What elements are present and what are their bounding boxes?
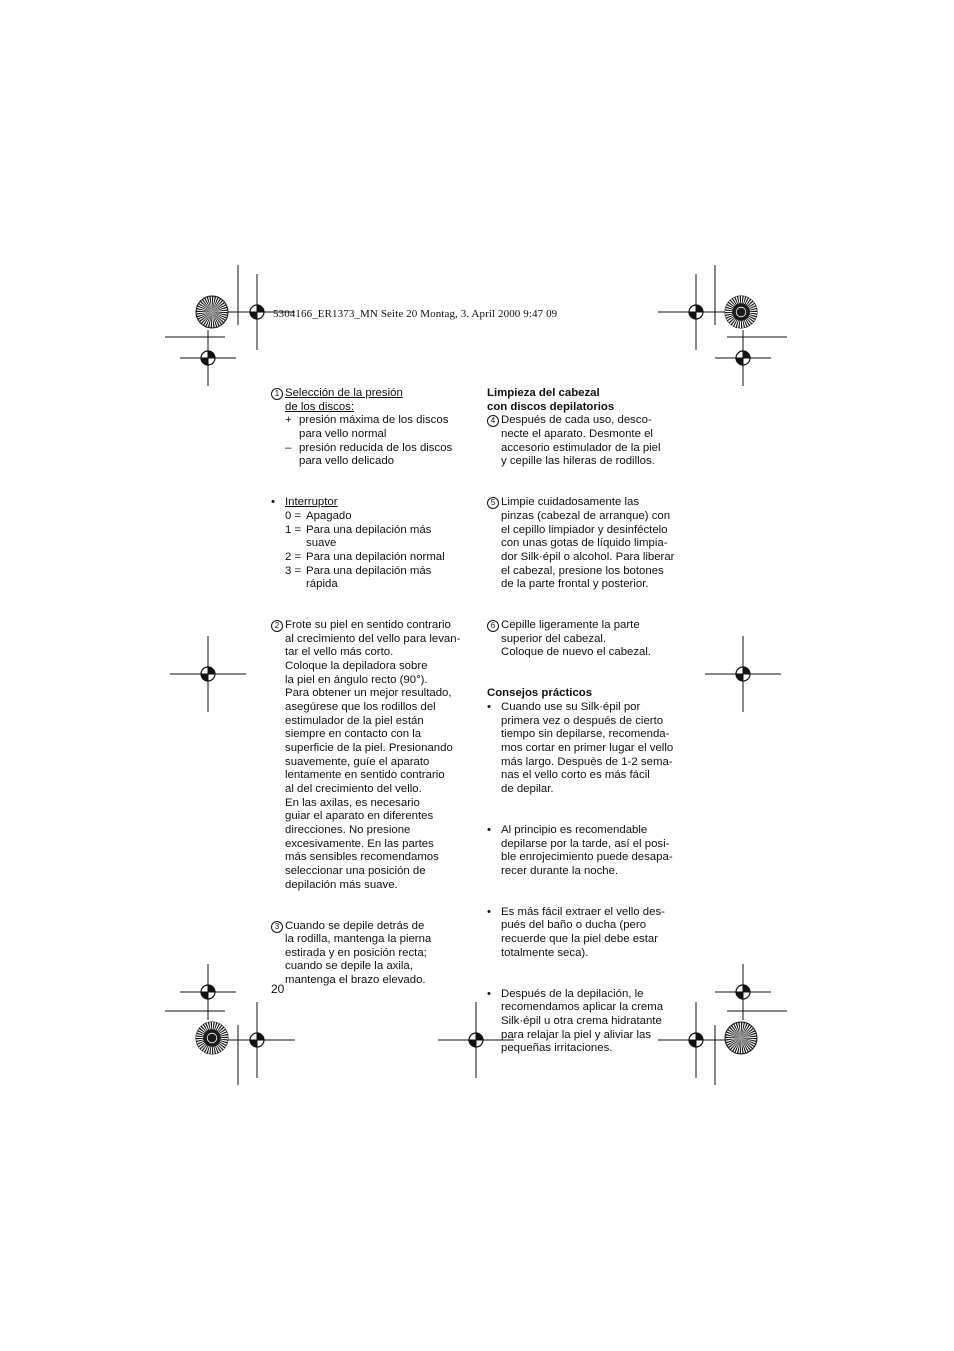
rub-skin-line: guiar el aparato en diferentes [285, 810, 434, 823]
cleaning-heading-line2: con discos depilatorios [487, 400, 615, 413]
rub-skin-line: asegúrese que los rodillos del [285, 701, 436, 714]
disconnect-line: accesorio estimulador de la piel [501, 441, 661, 454]
tip-line: Es más fácil extraer el vello des- [501, 905, 665, 918]
registration-crosshair [705, 636, 781, 712]
rub-skin-line: más sensibles recomendamos [285, 851, 439, 864]
bullet: • [487, 701, 491, 713]
rub-skin-line: suavemente, guíe el aparato [285, 755, 430, 768]
tip-line: primera vez o después de cierto [501, 714, 664, 727]
section-brush-head [487, 619, 687, 660]
knee-line: cuando se depile la axila, [285, 960, 413, 973]
registration-crosshair [180, 964, 236, 1020]
tip-line: Al principio es recomendable [501, 823, 648, 836]
section-disconnect [487, 414, 687, 469]
print-slug: 5304166_ER1373_MN Seite 20 Montag, 3. April 2000 9:47 09 [273, 308, 558, 320]
knee-line: mantenga el brazo elevado. [285, 974, 426, 987]
switch-title: Interruptor [285, 496, 338, 509]
rub-skin-line: superficie de la piel. Presionando [285, 742, 453, 754]
section-clean-tweezers [487, 496, 687, 592]
step-number-2: 2 [271, 620, 283, 632]
registration-crosshair [715, 964, 771, 1020]
starburst-mark [725, 1022, 757, 1054]
rub-skin-line: direcciones. No presione [285, 823, 411, 836]
switch-option-2: 2 = Para una depilación normal [285, 550, 445, 563]
tip-line: recomendamos aplicar la crema [501, 1001, 664, 1014]
rub-skin-line: Frote su piel en sentido contrario [285, 619, 451, 632]
registration-crosshair [170, 636, 246, 712]
tip-line: mos cortar en primer lugar el vello [501, 741, 674, 754]
rub-skin-line: seleccionar una posición de [285, 864, 426, 877]
rub-skin-line: excesivamente. En las partes [285, 837, 434, 850]
tip-line: para relajar la piel y aliviar las [501, 1028, 652, 1041]
pressure-title-line1: Selección de la presión [285, 387, 403, 399]
disconnect-line: Después de cada uso, desco- [501, 414, 652, 427]
cleaning-heading-line1: Limpieza del cabezal [487, 387, 600, 399]
tip-line: pequeñas irritaciones. [501, 1042, 613, 1055]
tip-line: Cuando use su Silk·épil por [501, 701, 641, 713]
rub-skin-line: al del crecimiento del vello. [285, 782, 422, 795]
tip-line: de depilar. [501, 782, 554, 795]
step-number-1: 1 [271, 388, 283, 400]
clean-tweezers-line: pinzas (cabezal de arranque) con [501, 509, 671, 522]
tip-line: recuerde que la piel debe estar [501, 933, 659, 946]
tip-line: ble enrojecimiento puede desapa- [501, 851, 673, 864]
registration-crosshair [715, 330, 771, 386]
rub-skin-line: al crecimiento del vello para levan- [285, 632, 461, 645]
tip-line: depilarse por la tarde, así el posi- [501, 837, 670, 850]
tip-line: pués del baño o ducha (pero [501, 919, 647, 932]
clean-tweezers-line: Limpie cuidadosamente las [501, 496, 640, 509]
pressure-option-max: + presión máxima de los discos para vello normal [285, 414, 449, 440]
clean-tweezers-line: de la parte frontal y posterior. [501, 578, 649, 591]
bullet: • [487, 905, 491, 918]
section-rub-skin [271, 619, 471, 892]
clean-tweezers-line: con unas gotas de líquido limpia- [501, 537, 668, 550]
brush-head-line: superior del cabezal. [501, 632, 607, 645]
tip-line: Silk·épil u otra crema hidratante [501, 1015, 662, 1027]
rub-skin-line: tar el vello más corto. [285, 646, 394, 659]
tip-line: más largo. Despuès de 1-2 sema- [501, 755, 673, 768]
rub-skin-line: lentamente en sentido contrario [285, 769, 445, 782]
tip-line: Después de la depilación, le [501, 987, 644, 1000]
disconnect-line: necte el aparato. Desmonte el [501, 427, 653, 440]
section-switch: • Interruptor 0 = Apagado 1 = Para una depilación más suave 2 = Para una depilación normal 3 = Para una depilación más rápida [271, 496, 471, 592]
tip-line: tiempo sin depilarse, recomenda- [501, 728, 670, 741]
disconnect-line: y cepille las hileras de rodillos. [501, 455, 655, 468]
section-pressure [271, 387, 471, 469]
bullet: • [487, 823, 491, 836]
rub-skin-line: Para obtener un mejor resultado, [285, 687, 452, 700]
section-knee [271, 920, 471, 988]
step-number-5: 5 [487, 497, 499, 509]
rub-skin-line: siempre en contacto con la [285, 728, 422, 741]
registration-crosshair [658, 274, 734, 350]
starburst-mark [196, 296, 228, 328]
clean-tweezers-line: el cabezal, presione los botones [501, 564, 664, 577]
right-column [487, 387, 687, 1056]
tip-item [487, 824, 687, 879]
bullet: • [487, 987, 491, 1000]
step-number-3: 3 [271, 921, 283, 933]
brush-head-line: Cepille ligeramente la parte [501, 619, 640, 632]
step-number-4: 4 [487, 415, 499, 427]
left-column [271, 387, 471, 988]
step-number-6: 6 [487, 620, 499, 632]
tip-line: totalmente seca). [501, 946, 589, 959]
tip-line: nas el vello corto es más fácil [501, 769, 650, 782]
clean-tweezers-line: el cepillo limpiador y desinféctelo [501, 523, 668, 536]
registration-crosshair [180, 330, 236, 386]
tip-item [487, 701, 687, 797]
knee-line: Cuando se depile detrás de [285, 919, 425, 932]
starburst-mark [725, 296, 757, 328]
rub-skin-line: la piel en ángulo recto (90°). [285, 673, 428, 686]
page-number: 20 [271, 982, 285, 996]
rub-skin-line: Coloque la depiladora sobre [285, 660, 428, 673]
switch-option-1: 1 = Para una depilación más suave [285, 523, 432, 550]
clean-tweezers-line: dor Silk·épil o alcohol. Para liberar [501, 550, 675, 563]
rub-skin-line: depilación más suave. [285, 878, 398, 891]
starburst-mark [196, 1022, 228, 1054]
switch-option-0: 0 = Apagado [285, 509, 352, 522]
registration-crosshair [219, 1002, 295, 1078]
tips-heading: Consejos prácticos [487, 687, 593, 700]
pressure-title-line2: de los discos: [285, 400, 355, 413]
tip-item [487, 988, 687, 1056]
brush-head-line: Coloque de nuevo el cabezal. [501, 646, 652, 659]
tip-item [487, 906, 687, 961]
rub-skin-line: estimulador de la piel están [285, 714, 424, 727]
rub-skin-line: En las axilas, es necesario [285, 796, 420, 809]
knee-line: la rodilla, mantenga la pierna [285, 933, 432, 946]
knee-line: estirada y en posición recta; [285, 946, 427, 959]
switch-option-3: 3 = Para una depilación más rápida [285, 564, 432, 591]
tip-line: recer durante la noche. [501, 864, 619, 877]
pressure-option-reduced: – presión reducida de los discos para vello delicado [285, 441, 453, 468]
